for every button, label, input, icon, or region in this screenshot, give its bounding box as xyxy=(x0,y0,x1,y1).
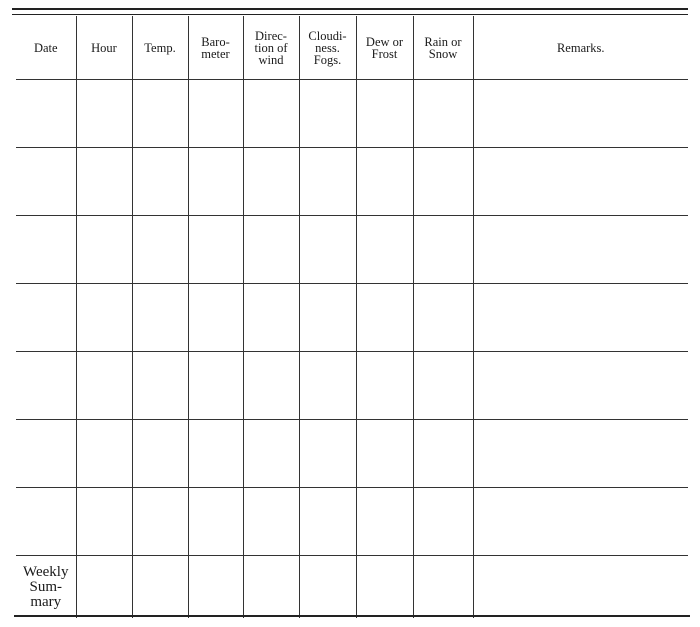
column-header-temp: Temp. xyxy=(132,16,188,80)
cell-dew-frost[interactable] xyxy=(356,80,413,148)
cell-remarks[interactable] xyxy=(473,420,688,488)
cell-date[interactable] xyxy=(16,420,76,488)
cell-cloudiness[interactable] xyxy=(299,488,356,556)
cell-temp[interactable] xyxy=(132,420,188,488)
column-header-barometer: Baro- meter xyxy=(188,16,243,80)
cell-temp[interactable] xyxy=(132,216,188,284)
table-row xyxy=(16,148,688,216)
cell-temp[interactable] xyxy=(132,80,188,148)
cell-date[interactable] xyxy=(16,352,76,420)
cell-rain-snow[interactable] xyxy=(413,420,473,488)
cell-rain-snow[interactable] xyxy=(413,352,473,420)
top-double-rule xyxy=(12,8,688,10)
cell-temp[interactable] xyxy=(132,352,188,420)
table-row xyxy=(16,352,688,420)
weather-log-table xyxy=(16,16,688,618)
cell-temp[interactable] xyxy=(132,148,188,216)
column-header-cloudiness: Cloudi- ness. Fogs. xyxy=(299,16,356,80)
cell-dew-frost[interactable] xyxy=(356,148,413,216)
table-row xyxy=(16,420,688,488)
cell-hour[interactable] xyxy=(76,216,132,284)
cell-rain-snow[interactable] xyxy=(413,216,473,284)
summary-cell-wind-direction[interactable] xyxy=(243,556,299,619)
cell-hour[interactable] xyxy=(76,352,132,420)
summary-cell-rain-snow[interactable] xyxy=(413,556,473,619)
cell-wind-direction[interactable] xyxy=(243,352,299,420)
cell-cloudiness[interactable] xyxy=(299,284,356,352)
cell-cloudiness[interactable] xyxy=(299,148,356,216)
cell-cloudiness[interactable] xyxy=(299,216,356,284)
cell-wind-direction[interactable] xyxy=(243,420,299,488)
cell-hour[interactable] xyxy=(76,284,132,352)
top-thin-rule xyxy=(12,14,688,15)
cell-wind-direction[interactable] xyxy=(243,148,299,216)
cell-remarks[interactable] xyxy=(473,80,688,148)
cell-wind-direction[interactable] xyxy=(243,216,299,284)
table-row xyxy=(16,488,688,556)
cell-remarks[interactable] xyxy=(473,148,688,216)
summary-cell-remarks[interactable] xyxy=(473,556,688,619)
cell-dew-frost[interactable] xyxy=(356,216,413,284)
cell-dew-frost[interactable] xyxy=(356,352,413,420)
cell-remarks[interactable] xyxy=(473,488,688,556)
cell-rain-snow[interactable] xyxy=(413,148,473,216)
cell-dew-frost[interactable] xyxy=(356,488,413,556)
cell-barometer[interactable] xyxy=(188,216,243,284)
bottom-rule xyxy=(14,615,690,617)
column-header-rain-snow: Rain or Snow xyxy=(413,16,473,80)
column-header-hour: Hour xyxy=(76,16,132,80)
cell-date[interactable] xyxy=(16,284,76,352)
cell-barometer[interactable] xyxy=(188,352,243,420)
column-header-date: Date xyxy=(16,16,76,80)
summary-cell-dew-frost[interactable] xyxy=(356,556,413,619)
cell-date[interactable] xyxy=(16,80,76,148)
cell-date[interactable] xyxy=(16,148,76,216)
cell-hour[interactable] xyxy=(76,80,132,148)
summary-cell-temp[interactable] xyxy=(132,556,188,619)
cell-wind-direction[interactable] xyxy=(243,80,299,148)
cell-wind-direction[interactable] xyxy=(243,488,299,556)
cell-cloudiness[interactable] xyxy=(299,352,356,420)
cell-barometer[interactable] xyxy=(188,284,243,352)
cell-date[interactable] xyxy=(16,216,76,284)
column-header-dew-frost: Dew or Frost xyxy=(356,16,413,80)
cell-dew-frost[interactable] xyxy=(356,284,413,352)
cell-hour[interactable] xyxy=(76,420,132,488)
header-row xyxy=(16,16,688,80)
cell-remarks[interactable] xyxy=(473,352,688,420)
cell-dew-frost[interactable] xyxy=(356,420,413,488)
cell-cloudiness[interactable] xyxy=(299,420,356,488)
cell-date[interactable] xyxy=(16,488,76,556)
cell-barometer[interactable] xyxy=(188,148,243,216)
cell-remarks[interactable] xyxy=(473,216,688,284)
cell-rain-snow[interactable] xyxy=(413,284,473,352)
cell-barometer[interactable] xyxy=(188,80,243,148)
cell-cloudiness[interactable] xyxy=(299,80,356,148)
cell-rain-snow[interactable] xyxy=(413,80,473,148)
column-header-wind-direction: Direc- tion of wind xyxy=(243,16,299,80)
column-header-remarks: Remarks. xyxy=(473,16,688,80)
cell-temp[interactable] xyxy=(132,488,188,556)
summary-cell-cloudiness[interactable] xyxy=(299,556,356,619)
weekly-summary-row xyxy=(16,556,688,619)
cell-hour[interactable] xyxy=(76,488,132,556)
cell-wind-direction[interactable] xyxy=(243,284,299,352)
summary-cell-hour[interactable] xyxy=(76,556,132,619)
cell-remarks[interactable] xyxy=(473,284,688,352)
cell-barometer[interactable] xyxy=(188,420,243,488)
cell-hour[interactable] xyxy=(76,148,132,216)
summary-cell-barometer[interactable] xyxy=(188,556,243,619)
table-row xyxy=(16,284,688,352)
cell-rain-snow[interactable] xyxy=(413,488,473,556)
cell-temp[interactable] xyxy=(132,284,188,352)
weekly-summary-label: Weekly Sum- mary xyxy=(16,556,76,619)
table-row xyxy=(16,216,688,284)
table-row xyxy=(16,80,688,148)
cell-barometer[interactable] xyxy=(188,488,243,556)
